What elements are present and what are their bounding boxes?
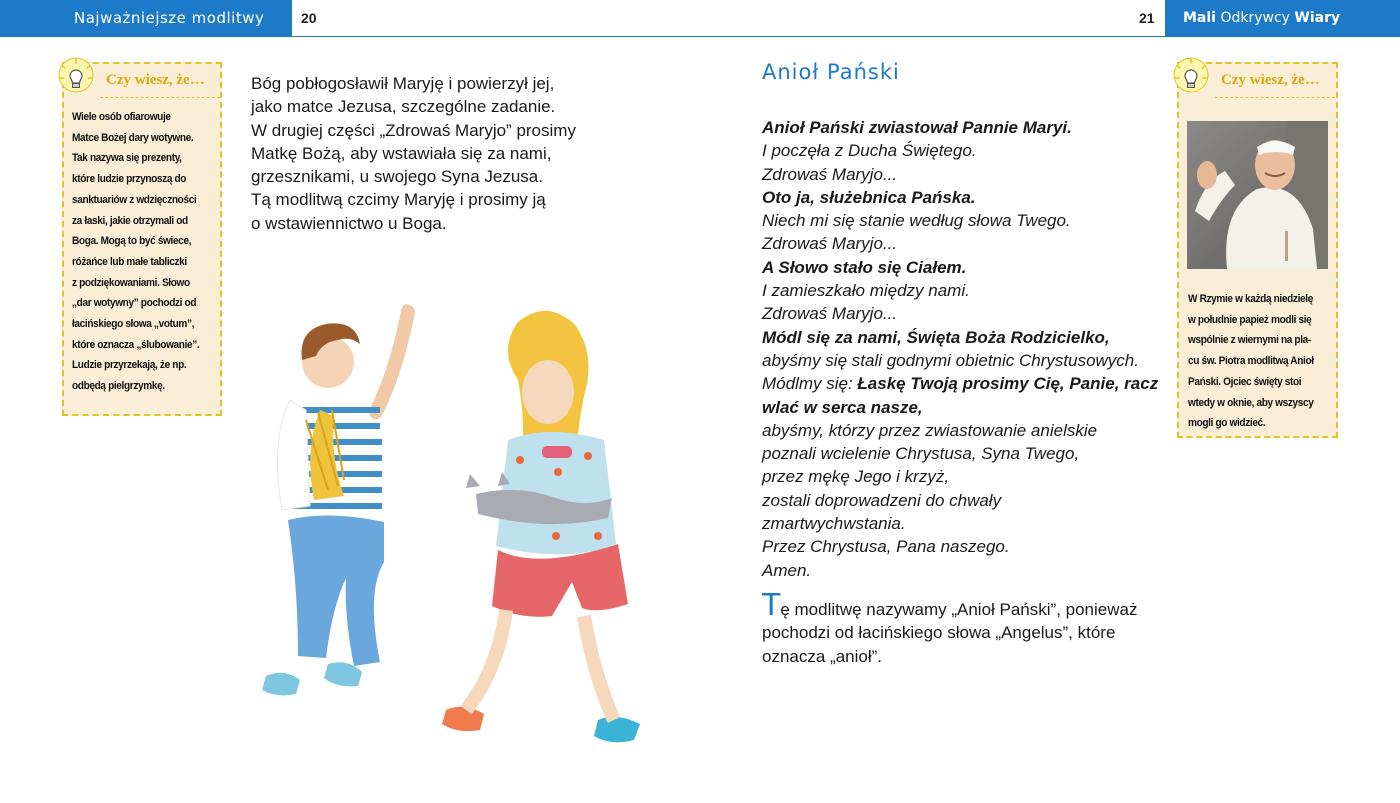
prayer-line: Amen.: [762, 560, 812, 580]
info-line: Wiele osób ofiarowuje: [72, 111, 171, 123]
closing-line-3: oznacza „anioł”.: [762, 646, 883, 666]
prayer-title: Anioł Pański: [762, 60, 900, 84]
series-title-light: Odkrywcy: [1220, 10, 1290, 26]
info-box-text: [1188, 289, 1314, 434]
prayer-line: A Słowo stało się Ciałem.: [762, 257, 967, 277]
series-title-first: Mali: [1183, 10, 1216, 26]
prayer-line: zostali doprowadzeni do chwały: [762, 490, 1002, 510]
intro-paragraph: [251, 72, 576, 235]
prayer-line: I poczęła z Ducha Świętego.: [762, 141, 977, 161]
running-header-left: [0, 0, 292, 37]
info-line: wtedy w oknie, aby wszyscy: [1188, 396, 1314, 409]
info-line: różańce lub małe tabliczki: [72, 255, 187, 268]
info-line: wspólnie z wiernymi na pla-: [1188, 334, 1311, 347]
intro-line: grzesznikami, u swojego Syna Jezusa.: [251, 167, 543, 187]
girl-figure: [442, 311, 640, 742]
intro-line: o wstawiennictwo u Boga.: [251, 213, 447, 233]
page-number-left: 20: [301, 10, 317, 26]
closing-line-1: ę modlitwę nazywamy „Anioł Pański”, ponieważ: [780, 600, 1138, 619]
info-line: z podziękowaniami. Słowo: [72, 276, 190, 289]
info-line: w południe papież modli się: [1188, 313, 1312, 326]
prayer-line: wlać w serca nasze,: [762, 397, 923, 417]
closing-paragraph: [762, 588, 1138, 668]
prayer-line: Zdrowaś Maryjo...: [762, 304, 898, 324]
drop-cap: T: [762, 588, 781, 623]
prayer-line: Módlmy się: Łaskę Twoją prosimy Cię, Panie, racz: [762, 374, 1159, 394]
prayer-line: abyśmy się stali godnymi obietnic Chrystusowych.: [762, 350, 1139, 370]
info-line: Tak nazywa się prezenty,: [72, 152, 182, 165]
intro-line: jako matce Jezusa, szczególne zadanie.: [251, 97, 556, 117]
header-rule: [292, 36, 1165, 37]
page-number-right: 21: [1139, 10, 1155, 26]
info-box-rule: [1215, 97, 1335, 98]
intro-line: Matkę Bożą, aby wstawiała się za nami,: [251, 143, 552, 163]
info-box-title: Czy wiesz, że…: [1221, 72, 1320, 88]
info-line: które oznacza „ślubowanie”.: [72, 338, 200, 351]
lightbulb-icon: [56, 56, 96, 98]
info-box-left: [62, 62, 222, 416]
prayer-line: I zamieszkało między nami.: [762, 281, 970, 301]
children-illustration: [258, 300, 658, 760]
info-box-title: Czy wiesz, że…: [106, 72, 205, 88]
info-line: Matce Bożej dary wotywne.: [72, 131, 194, 144]
info-line: cu św. Piotra modlitwą Anioł: [1188, 355, 1314, 368]
intro-line: Tą modlitwą czcimy Maryję i prosimy ją: [251, 190, 546, 210]
prayer-line: Oto ja, służebnica Pańska.: [762, 187, 976, 207]
boy-figure: [262, 304, 411, 695]
prayer-line: Zdrowaś Maryjo...: [762, 234, 898, 254]
info-line: „dar wotywny” pochodzi od: [72, 297, 197, 310]
intro-line: Bóg pobłogosławił Maryję i powierzył jej,: [251, 74, 555, 93]
prayer-line: abyśmy, którzy przez zwiastowanie anielskie: [762, 420, 1098, 440]
info-box-text: [72, 107, 199, 397]
prayer-line: przez mękę Jego i krzyż,: [762, 467, 950, 487]
lightbulb-icon: [1171, 56, 1211, 98]
prayer-line: Przez Chrystusa, Pana naszego.: [762, 537, 1010, 557]
closing-line-2: pochodzi od łacińskiego słowa „Angelus”, które: [762, 623, 1116, 643]
running-header-right: [1165, 0, 1400, 37]
prayer-line: Módl się za nami, Święta Boża Rodzicielko,: [762, 327, 1110, 347]
info-line: za łaski, jakie otrzymali od: [72, 214, 188, 227]
prayer-line: zmartwychwstania.: [762, 514, 906, 534]
prayer-line: Zdrowaś Maryjo...: [762, 164, 898, 184]
prayer-line: poznali wcielenie Chrystusa, Syna Twego,: [762, 444, 1080, 464]
prayer-line: Niech mi się stanie według słowa Twego.: [762, 211, 1071, 231]
pope-photo: [1187, 121, 1328, 269]
info-line: które ludzie przynoszą do: [72, 173, 187, 186]
intro-line: W drugiej części „Zdrowaś Maryjo” prosimy: [251, 120, 576, 140]
info-line: Pański. Ojciec święty stoi: [1188, 375, 1302, 388]
info-line: Ludzie przyrzekają, że np.: [72, 359, 187, 372]
info-box-rule: [100, 97, 220, 98]
info-line: mogli go widzieć.: [1188, 417, 1266, 430]
info-line: odbędą pielgrzymkę.: [72, 380, 165, 393]
series-title-bold: Wiary: [1294, 10, 1341, 26]
info-line: sanktuariów z wdzięczności: [72, 193, 197, 206]
info-line: łacińskiego słowa „votum”,: [72, 318, 195, 331]
prayer-line: Anioł Pański zwiastował Pannie Maryi.: [762, 118, 1072, 137]
section-title: Najważniejsze modlitwy: [74, 9, 265, 27]
info-line: Boga. Mogą to być świece,: [72, 235, 192, 248]
info-line: W Rzymie w każdą niedzielę: [1188, 293, 1313, 305]
prayer-text: [762, 116, 1158, 582]
